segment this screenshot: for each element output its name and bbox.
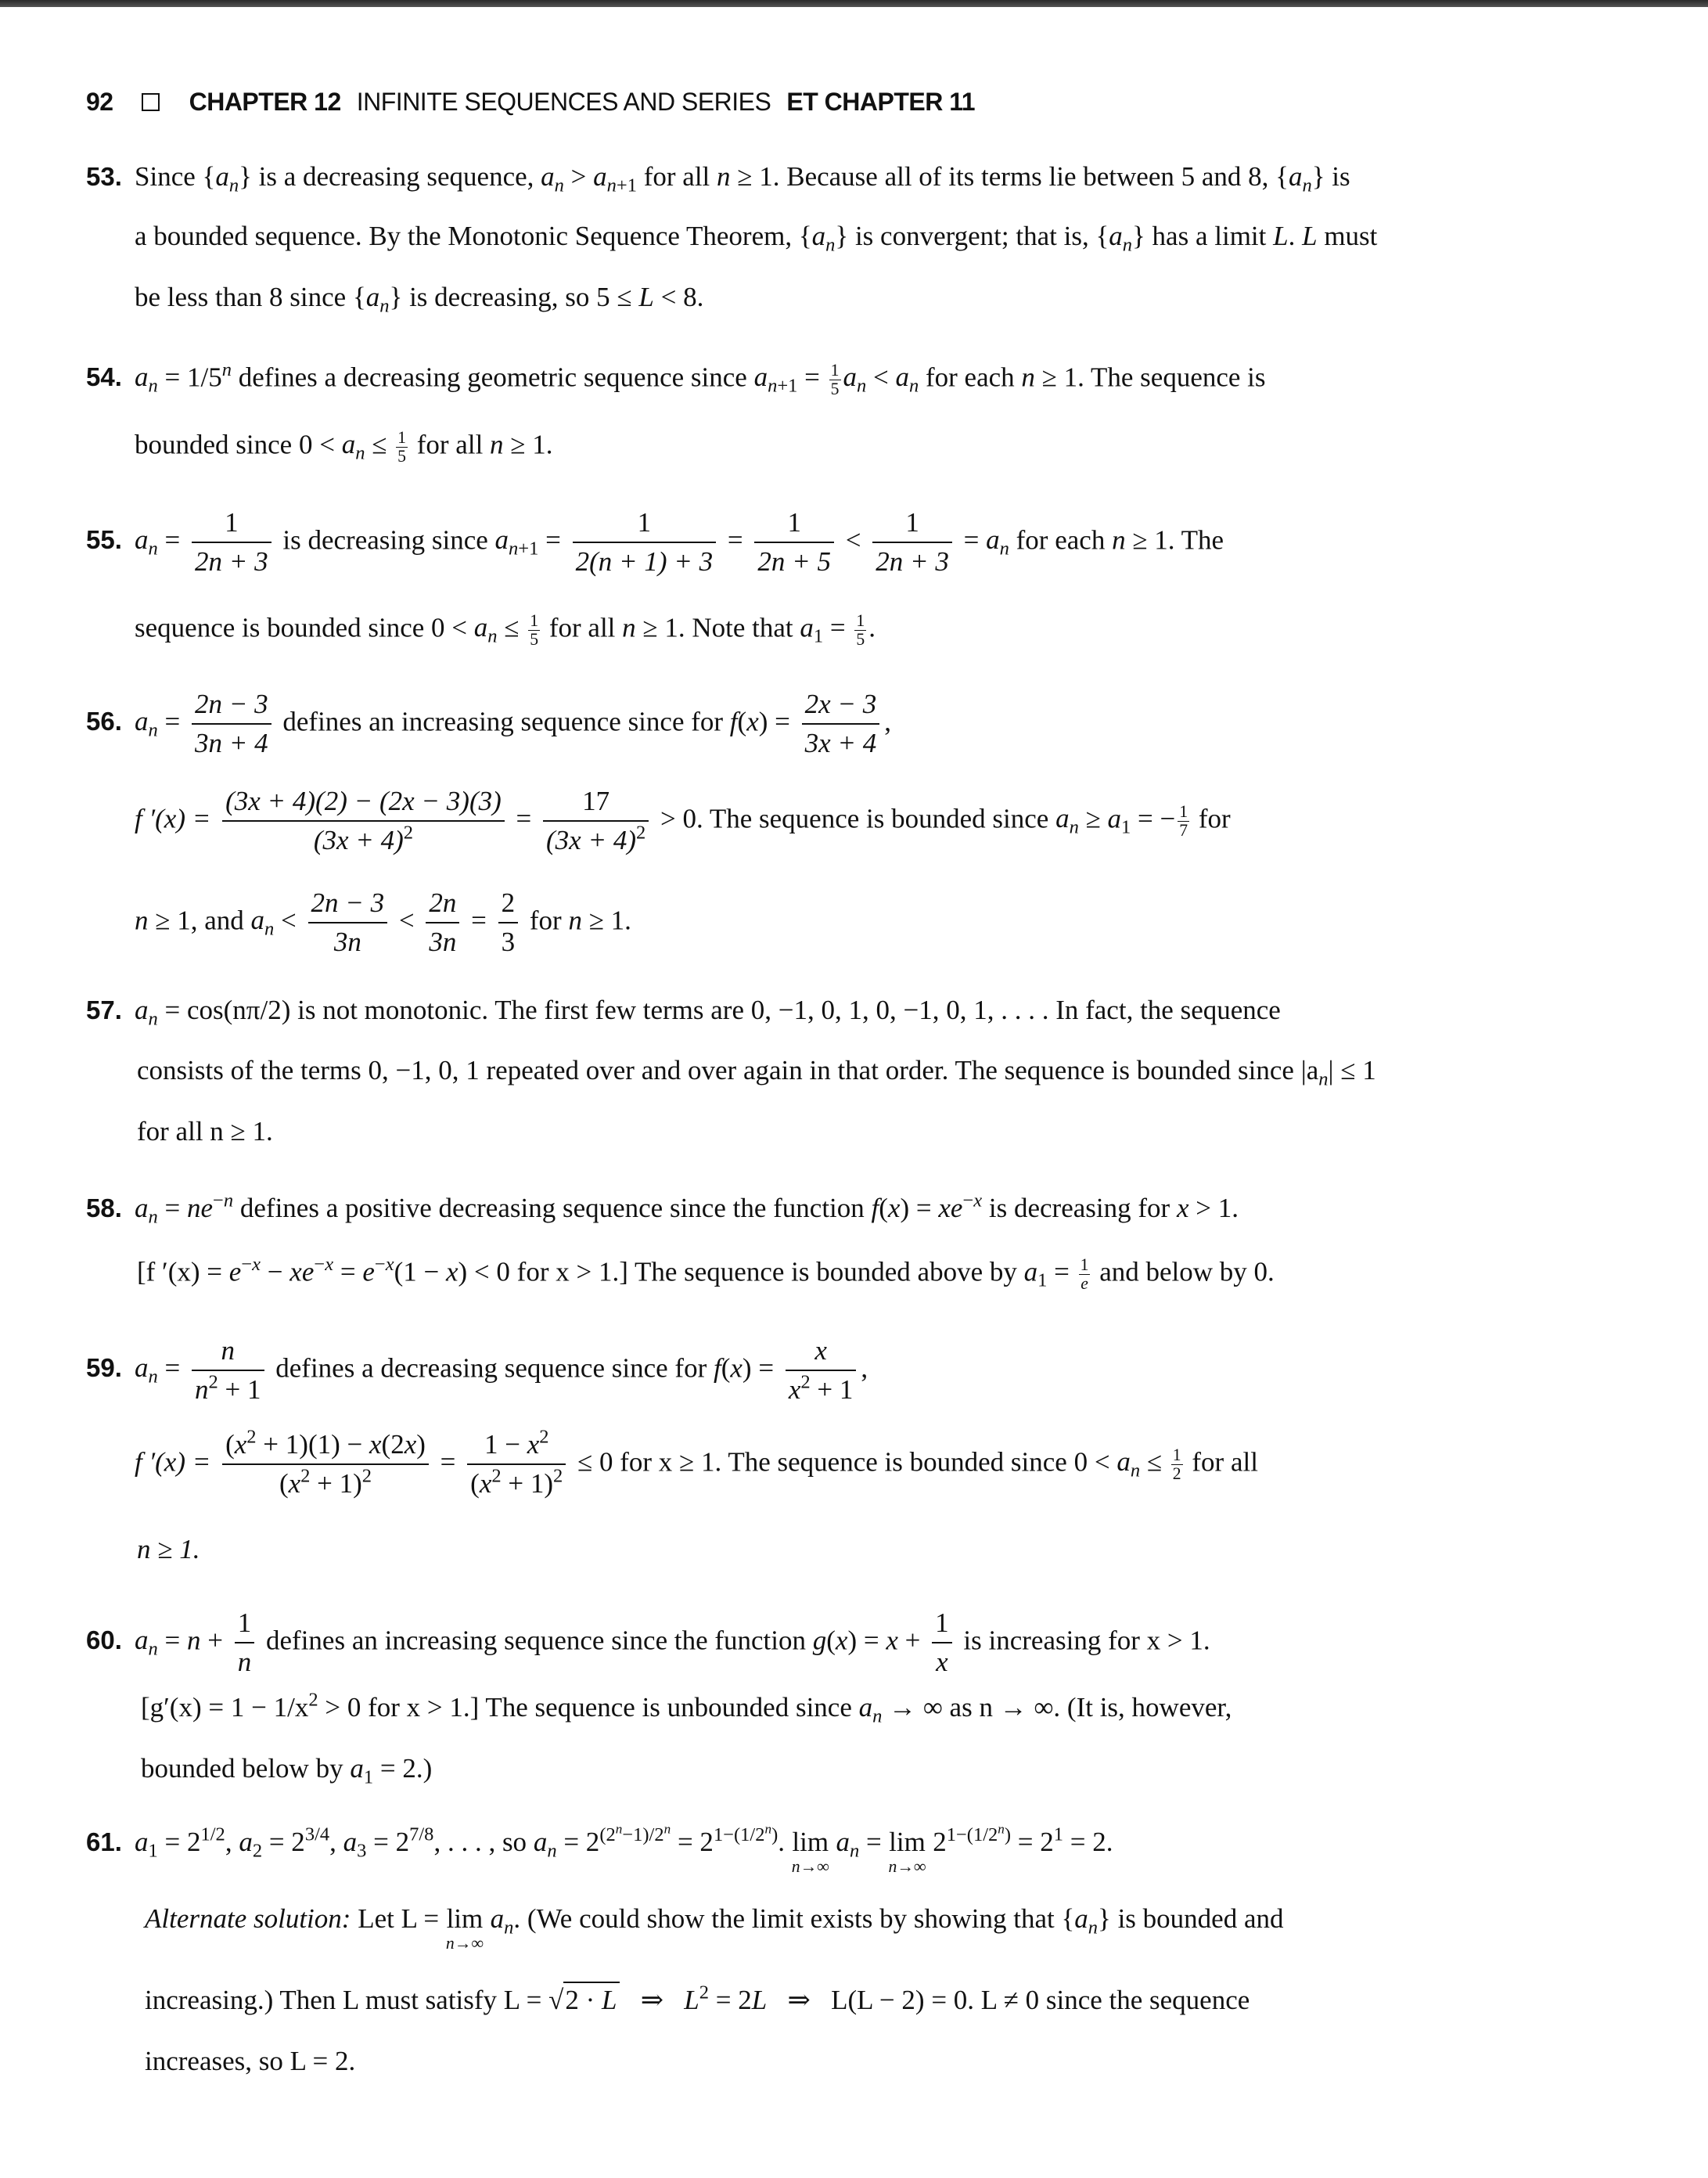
problem-number: 59.: [86, 1353, 122, 1383]
problem-57-line-2: consists of the terms 0, −1, 0, 1 repeated over and over again in that order. The sequence is bounded since $|a_n| \le 1$: [137, 1055, 1376, 1090]
problem-60-line-2: [$g'(x) = 1 - 1/x^2 > 0$ for x > 1.] The sequence is unbounded since $a_n$ → ∞ as n → ∞. (It is, however,: [141, 1689, 1232, 1727]
problem-61-line-2: Alternate solution: Let L = lim n→∞ $a_n$. (We could show the limit exists by showing that $\{a_n\}$ is bounded and: [145, 1903, 1284, 1953]
et-chapter-label: ET CHAPTER 11: [786, 88, 976, 116]
problem-54-line-2: bounded since $0 < a_n$ ≤ $\frac{1}{5}$ for all n ≥ 1.: [135, 428, 553, 466]
problem-61-line-1: 61. $a_1 = 2^{1/2}$, $a_2 = 2^{3/4}$, $a_3 = 2^{7/8}$, . . . , so $a_n = 2^{(2^n-1)/2^n} = 2^{1-(1/2^n)}$. lim n→∞ $a_n$ = lim n→∞ $2^{1-(1/2^n)} = 2^1 = 2$.: [86, 1821, 1113, 1876]
problem-59-line-3: n ≥ 1.: [137, 1534, 200, 1564]
problem-56-line-1: 56. $a_n$ = $\frac{2n - 3}{3n + 4}$ defines an increasing sequence since for f(x) = $\frac{2x - 3}{3x + 4}$ ,: [86, 689, 892, 759]
problem-60-line-3: bounded below by $a_1 = 2$.): [141, 1753, 433, 1788]
problem-number: 55.: [86, 525, 122, 555]
problem-53-line-3: be less than 8 since $\{a_n\}$ is decreasing, so 5 ≤ L < 8.: [135, 282, 704, 317]
page-header: [86, 88, 975, 117]
problem-number: 54.: [86, 362, 122, 392]
chapter-label: CHAPTER 12: [189, 88, 341, 116]
problem-number: 60.: [86, 1625, 122, 1655]
problem-53-line-2: a bounded sequence. By the Monotonic Sequence Theorem, $\{a_n\}$ is convergent; that is, $\{a_n\}$ has a limit L. L must: [135, 221, 1378, 256]
top-rule: [0, 0, 1708, 7]
problem-57-line-3: for all n ≥ 1.: [137, 1116, 273, 1147]
problem-55-line-2: sequence is bounded since $0 < a_n$ ≤ $\frac{1}{5}$ for all n ≥ 1. Note that $a_1$ = $\frac{1}{5}$ .: [135, 611, 876, 649]
problem-58-line-2: [f $'(x) = e^{-x} - xe^{-x} = e^{-x}(1 - x) < 0$ for x > 1.] The sequence is bounded above by $a_1$ = $\frac{1}{e}$ and below by 0.: [137, 1253, 1275, 1293]
problem-54-line-1: 54. $a_n = 1/5^n$ defines a decreasing geometric sequence since $a_{n+1}$ = $\frac{1}{5}$ $a_n < a_n$ for each n ≥ 1. The sequence is: [86, 358, 1266, 398]
problem-57-line-1: 57. $a_n = \cos(n\pi/2)$ is not monotonic. The first few terms are 0, −1, 0, 1, 0, −1, 0, 1, . . . . In fact, the sequence: [86, 995, 1281, 1030]
problem-59-line-2: f ′(x) = $\frac{(x^2 + 1)(1) - x(2x)}{(x^2 + 1)^2}$ = $\frac{1 - x^2}{(x^2 + 1)^2}$ ≤ 0 for x ≥ 1. The sequence is bounded since $0 < a_n$ ≤ $\frac{1}{2}$ for all: [135, 1426, 1258, 1499]
problem-55-line-1: 55. $a_n$ = $\frac{1}{2n + 3}$ is decreasing since $a_{n+1}$ = $\frac{1}{2(n + 1) + 3}$ = $\frac{1}{2n + 5}$ < $\frac{1}{2n + 3}$ = $a_n$ for each n ≥ 1. The: [86, 507, 1224, 578]
problem-61-line-3: increasing.) Then L must satisfy L = √2 · L ⇒ $L^2 = 2L$ ⇒ L(L − 2) = 0. L ≠ 0 since the sequence: [145, 1982, 1250, 2015]
problem-53-line-1: 53. Since $\{a_n\}$ is a decreasing sequence, $a_n > a_{n+1}$ for all n ≥ 1. Because all of its terms lie between 5 and 8, $\{a_n\}$ is: [86, 161, 1350, 196]
square-icon: [142, 93, 160, 111]
problem-60-line-1: 60. $a_n = n$ + $\frac{1}{n}$ defines an increasing sequence since the function g(x) = x + $\frac{1}{x}$ is increasing for x > 1.: [86, 1607, 1210, 1678]
problem-61-line-4: increases, so L = 2.: [145, 2046, 356, 2076]
page-number: 92: [86, 88, 113, 116]
problem-number: 61.: [86, 1827, 122, 1856]
chapter-title: INFINITE SEQUENCES AND SERIES: [356, 88, 771, 116]
problem-58-line-1: 58. $a_n = ne^{-n}$ defines a positive decreasing sequence since the function $f(x) = xe^{-x}$ is decreasing for x > 1.: [86, 1190, 1239, 1228]
problem-number: 56.: [86, 707, 122, 736]
problem-number: 57.: [86, 995, 122, 1024]
problem-number: 53.: [86, 162, 122, 191]
problem-56-line-3: n ≥ 1, and $a_n$ < $\frac{2n - 3}{3n}$ < $\frac{2n}{3n}$ = $\frac{2}{3}$ for n ≥ 1.: [135, 887, 631, 958]
problem-59-line-1: 59. $a_n$ = $\frac{n}{n^2 + 1}$ defines a decreasing sequence since for f(x) = $\frac{x}{x^2 + 1}$ ,: [86, 1335, 868, 1406]
problem-number: 58.: [86, 1193, 122, 1222]
problem-56-line-2: f ′(x) = $\frac{(3x + 4)(2) - (2x - 3)(3)}{(3x + 4)^2}$ = $\frac{17}{(3x + 4)^2}$ > 0. The sequence is bounded since $a_n \ge a_1$ = − $\frac{1}{7}$ for: [135, 786, 1231, 856]
